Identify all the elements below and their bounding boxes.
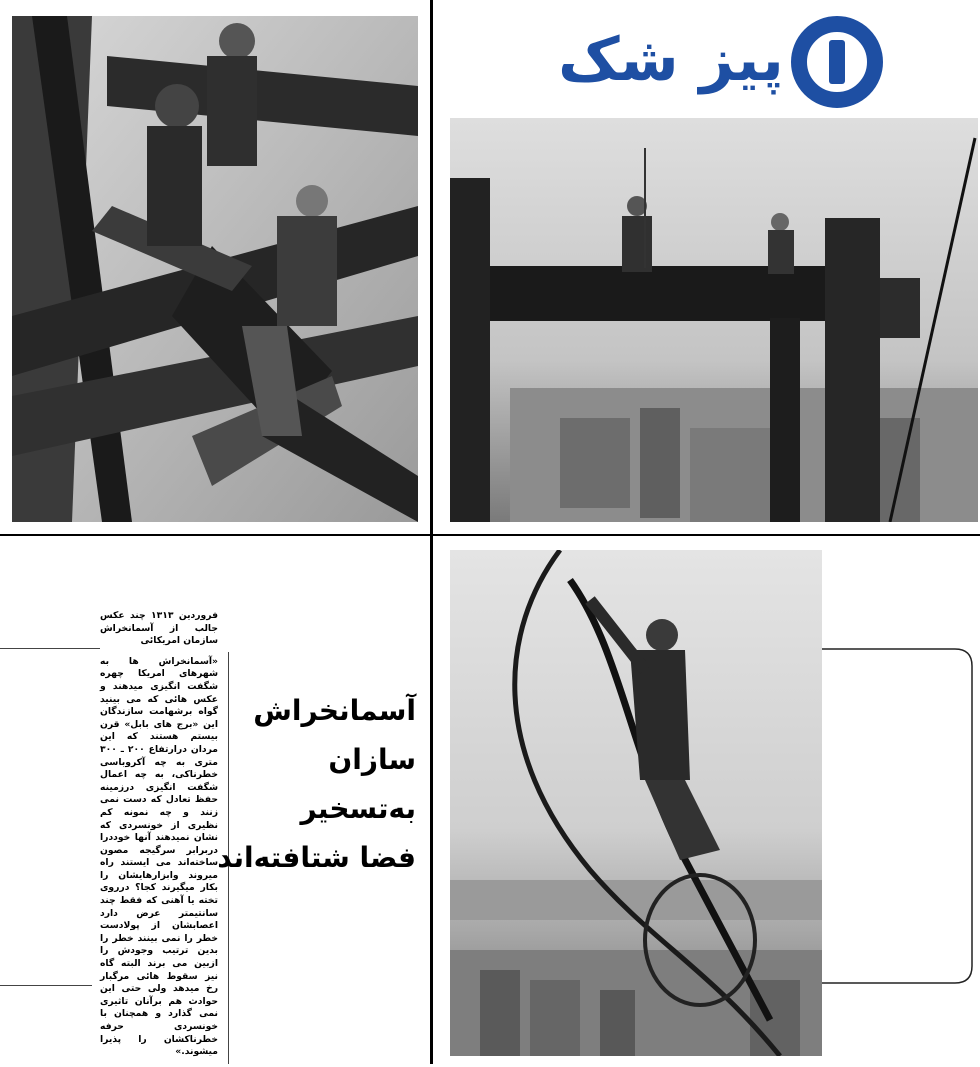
- article-headline: [217, 686, 416, 882]
- horizontal-divider: [0, 534, 980, 536]
- left-panel-bottom-line: [0, 985, 92, 986]
- article-caption: [100, 610, 218, 1067]
- vertical-divider-top: [430, 0, 433, 1064]
- headline-line-2: سازان: [328, 743, 416, 776]
- article-body: «آسمانخراش ها به شهرهای امریکا چهره شگفت انگیزی میدهند و عکس هائی که می بینید گواه برشهامت سازندگان این «برج های بابل» قرن بیستم هستند که این مردان درارتفاع ۲۰۰ ـ ۳۰۰ متری به چه آکروباسی خطرناکی، به چه اعمال شگفت انگیزی درزمینه حفظ تعادل که دست نمی زنند و چه نمونه کم نظیری از خونسردی که نشان نمیدهند آنها خوددرا دربرابر سرگیجه مصون ساخته‌اند می ایستند راه میروند وابزارهایشان را بکار میگیرند کجا؟ درروی تخته یا آهنی که فقط چند سانتیمتر عرض دارد اعصابشان از پولادست خطر را نمی بینند خطر را بدین ترتیب وجودش را ازبین می برند البته گاه نیز سقوط هائی مرگبار رخ میدهد ولی حتی این حوادث هم برآنان تاثیری نمی گذارد و همچنان با خونسردی حرفه خطرناکشان را پذیرا میشوند.»: [100, 655, 218, 1058]
- headline-line-3: به‌تسخیر: [300, 792, 416, 825]
- workers-on-girders-photo: [12, 16, 418, 522]
- headline-line-1: آسمانخراش: [253, 694, 416, 727]
- logo-wordmark: پیز شک: [558, 25, 784, 95]
- article-intro: فروردین ۱۳۱۳ چند عکس جالب از آسمانخراش سازمان امریکائی: [100, 610, 218, 647]
- magazine-logo: [555, 14, 885, 110]
- man-climbing-cable-photo: [450, 550, 822, 1056]
- right-bracket-frame: [820, 646, 980, 988]
- left-panel-top-line: [0, 648, 100, 649]
- beam-walkers-over-city-photo: [450, 118, 978, 522]
- headline-line-4: فضا شتافته‌اند: [217, 841, 416, 874]
